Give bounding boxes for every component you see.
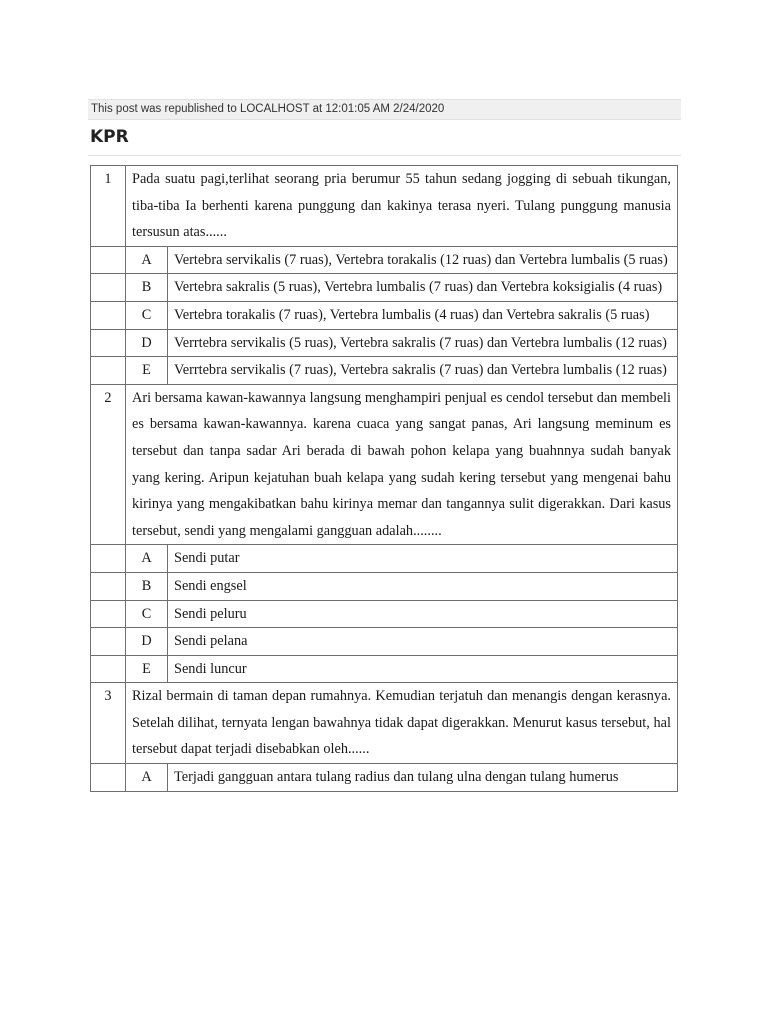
option-letter: C — [126, 301, 168, 329]
question-number: 1 — [91, 166, 126, 247]
document-title: KPR — [90, 127, 129, 147]
republish-banner-text: This post was republished to LOCALHOST at 12:01:05 AM 2/24/2020 — [91, 103, 445, 115]
spacer-cell — [91, 655, 126, 683]
question-row — [91, 166, 678, 247]
option-text: Vertebra sakralis (5 ruas), Vertebra lumbalis (7 ruas) dan Vertebra koksigialis (4 ruas) — [168, 274, 678, 302]
option-letter: E — [126, 655, 168, 683]
question-row — [91, 384, 678, 545]
option-text: Sendi luncur — [168, 655, 678, 683]
option-letter: A — [126, 764, 168, 792]
option-row — [91, 545, 678, 573]
option-row — [91, 600, 678, 628]
option-row — [91, 357, 678, 385]
option-text: Sendi putar — [168, 545, 678, 573]
option-letter: D — [126, 628, 168, 656]
option-row — [91, 628, 678, 656]
option-row — [91, 764, 678, 792]
spacer-cell — [91, 600, 126, 628]
spacer-cell — [91, 301, 126, 329]
question-number: 2 — [91, 384, 126, 545]
option-letter: C — [126, 600, 168, 628]
question-text: Pada suatu pagi,terlihat seorang pria berumur 55 tahun sedang jogging di sebuah tikungan, tiba-tiba Ia berhenti karena punggung dan kakinya terasa nyeri. Tulang punggung manusia tersusun atas...... — [126, 166, 678, 247]
option-row — [91, 274, 678, 302]
spacer-cell — [91, 572, 126, 600]
spacer-cell — [91, 246, 126, 274]
spacer-cell — [91, 329, 126, 357]
option-row — [91, 246, 678, 274]
option-letter: B — [126, 572, 168, 600]
option-row — [91, 329, 678, 357]
option-letter: E — [126, 357, 168, 385]
spacer-cell — [91, 628, 126, 656]
question-text: Ari bersama kawan-kawannya langsung menghampiri penjual es cendol tersebut dan membeli es bersama kawan-kawannya. karena cuaca yang sangat panas, Ari langsung meminum es tersebut dan tanpa sadar Ari berada di bawah pohon kelapa yang buahnnya sudah banyak yang kering. Aripun kejatuhan buah kelapa yang sudah kering tersebut yang mengenai bahu kirinya yang mengakibatkan bahu kirinya memar dan tangannya sulit digerakkan. Dari kasus tersebut, sendi yang mengalami gangguan adalah........ — [126, 384, 678, 545]
title-divider — [88, 155, 681, 156]
option-text: Verrtebra servikalis (5 ruas), Vertebra sakralis (7 ruas) dan Vertebra lumbalis (12 ruas) — [168, 329, 678, 357]
option-letter: A — [126, 246, 168, 274]
option-text: Vertebra servikalis (7 ruas), Vertebra torakalis (12 ruas) dan Vertebra lumbalis (5 ruas) — [168, 246, 678, 274]
spacer-cell — [91, 545, 126, 573]
option-text: Sendi pelana — [168, 628, 678, 656]
option-letter: D — [126, 329, 168, 357]
question-text: Rizal bermain di taman depan rumahnya. Kemudian terjatuh dan menangis dengan kerasnya. Setelah dilihat, ternyata lengan bawahnya tidak dapat digerakkan. Menurut kasus tersebut, hal tersebut dapat terjadi disebabkan oleh...... — [126, 683, 678, 764]
republish-banner — [88, 99, 681, 120]
option-row — [91, 301, 678, 329]
option-text: Vertebra torakalis (7 ruas), Vertebra lumbalis (4 ruas) dan Vertebra sakralis (5 ruas) — [168, 301, 678, 329]
question-row — [91, 683, 678, 764]
option-text: Sendi engsel — [168, 572, 678, 600]
spacer-cell — [91, 274, 126, 302]
option-letter: A — [126, 545, 168, 573]
option-row — [91, 655, 678, 683]
option-text: Terjadi gangguan antara tulang radius dan tulang ulna dengan tulang humerus — [168, 764, 678, 792]
quiz-table — [90, 165, 678, 792]
spacer-cell — [91, 764, 126, 792]
option-text: Sendi peluru — [168, 600, 678, 628]
spacer-cell — [91, 357, 126, 385]
option-letter: B — [126, 274, 168, 302]
option-text: Verrtebra servikalis (7 ruas), Vertebra sakralis (7 ruas) dan Vertebra lumbalis (12 ruas) — [168, 357, 678, 385]
question-number: 3 — [91, 683, 126, 764]
option-row — [91, 572, 678, 600]
